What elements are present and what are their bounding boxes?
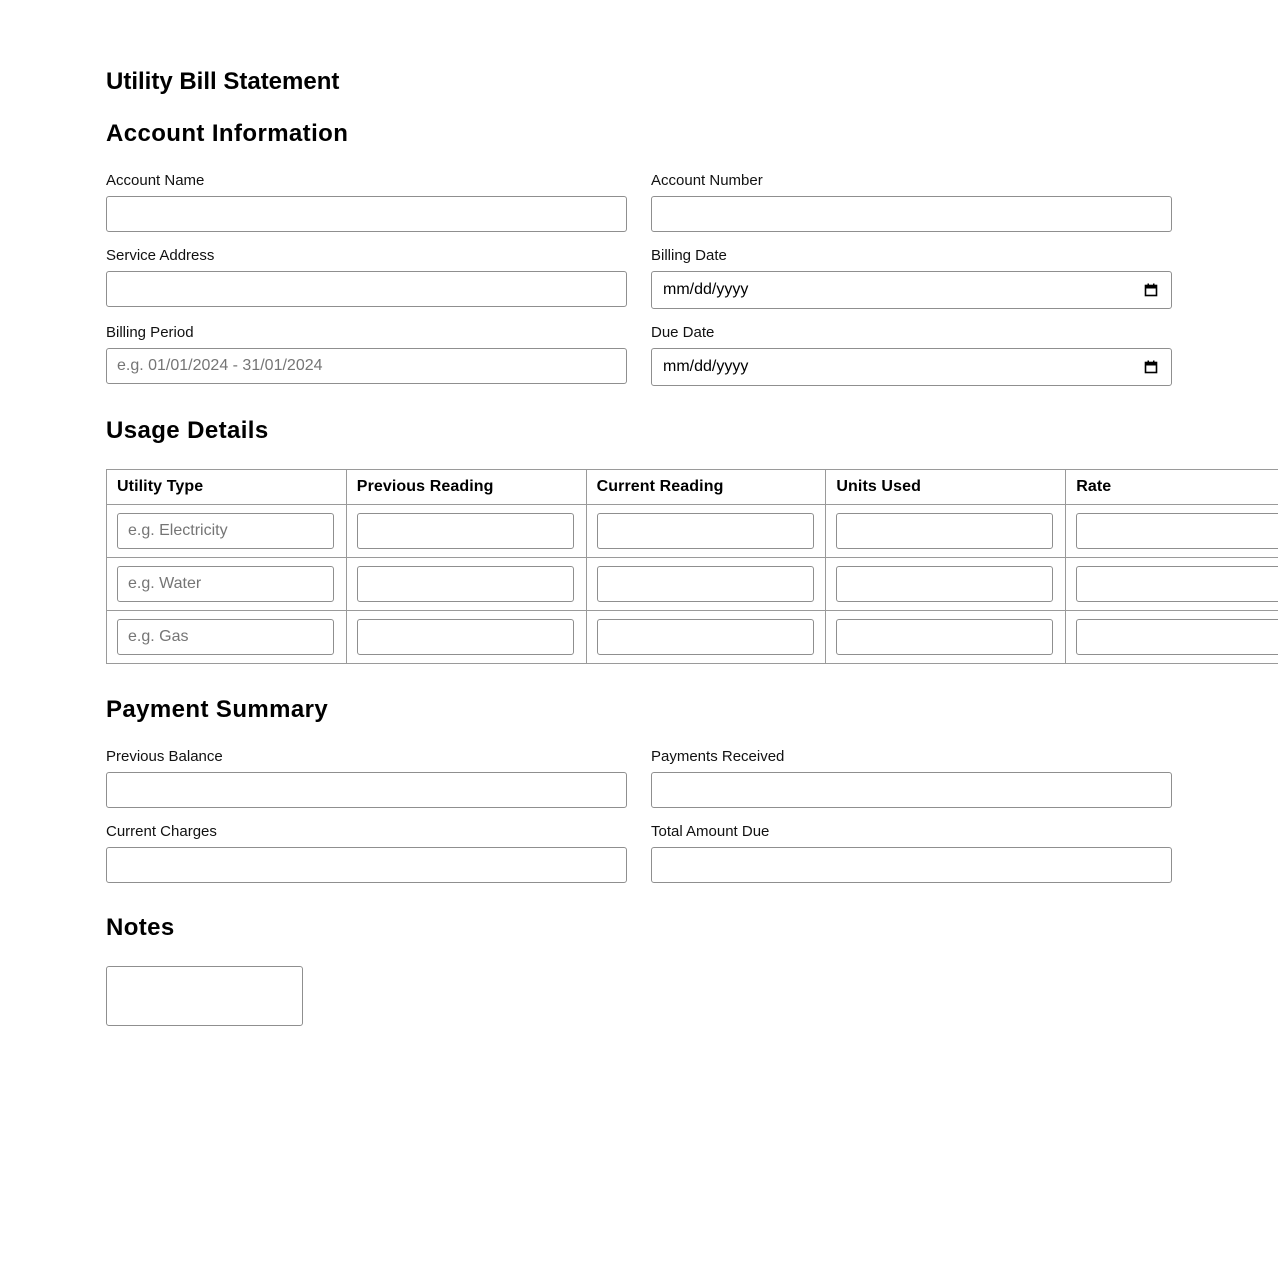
current-reading-input[interactable] [597, 566, 814, 602]
payments-received-label: Payments Received [651, 748, 785, 765]
utility-type-input[interactable] [117, 566, 334, 602]
service-address-field-group [106, 247, 627, 307]
section-heading-account: Account Information [106, 120, 349, 147]
table-row [107, 558, 1278, 611]
column-header-previous-reading: Previous Reading [346, 470, 586, 505]
table-row [107, 505, 1278, 558]
calendar-icon[interactable] [1144, 360, 1158, 374]
column-header-rate: Rate [1066, 470, 1278, 505]
service-address-label: Service Address [106, 247, 215, 264]
units-used-input[interactable] [836, 513, 1053, 549]
previous-balance-field-group [106, 748, 627, 808]
billing-date-field-group [651, 247, 1172, 309]
column-header-utility-type: Utility Type [107, 470, 347, 505]
billing-date-value: mm/dd/yyyy [663, 281, 749, 298]
calendar-icon[interactable] [1144, 283, 1158, 297]
units-used-input[interactable] [836, 566, 1053, 602]
account-number-label: Account Number [651, 172, 763, 189]
section-heading-payment: Payment Summary [106, 696, 329, 723]
previous-reading-input[interactable] [357, 566, 574, 602]
due-date-input[interactable] [651, 348, 1172, 386]
current-charges-label: Current Charges [106, 823, 217, 840]
utility-type-input[interactable] [117, 619, 334, 655]
total-amount-due-field-group [651, 823, 1172, 883]
section-heading-notes: Notes [106, 914, 175, 941]
current-reading-input[interactable] [597, 619, 814, 655]
table-row [107, 611, 1278, 664]
service-address-input[interactable] [106, 271, 627, 307]
units-used-input[interactable] [836, 619, 1053, 655]
notes-textarea[interactable] [106, 966, 303, 1026]
account-name-input[interactable] [106, 196, 627, 232]
previous-reading-input[interactable] [357, 513, 574, 549]
billing-date-input[interactable] [651, 271, 1172, 309]
current-charges-input[interactable] [106, 847, 627, 883]
column-header-units-used: Units Used [826, 470, 1066, 505]
rate-input[interactable] [1076, 513, 1278, 549]
previous-balance-input[interactable] [106, 772, 627, 808]
due-date-field-group [651, 324, 1172, 386]
billing-period-input[interactable] [106, 348, 627, 384]
account-name-field-group [106, 172, 627, 232]
billing-period-label: Billing Period [106, 324, 194, 341]
due-date-value: mm/dd/yyyy [663, 358, 749, 375]
rate-input[interactable] [1076, 566, 1278, 602]
page-title: Utility Bill Statement [106, 68, 340, 95]
payments-received-field-group [651, 748, 1172, 808]
billing-date-label: Billing Date [651, 247, 727, 264]
payments-received-input[interactable] [651, 772, 1172, 808]
total-amount-due-input[interactable] [651, 847, 1172, 883]
usage-table-header [107, 470, 1278, 505]
account-name-label: Account Name [106, 172, 205, 189]
total-amount-due-label: Total Amount Due [651, 823, 770, 840]
current-reading-input[interactable] [597, 513, 814, 549]
previous-reading-input[interactable] [357, 619, 574, 655]
rate-input[interactable] [1076, 619, 1278, 655]
section-heading-usage: Usage Details [106, 417, 269, 444]
previous-balance-label: Previous Balance [106, 748, 223, 765]
column-header-current-reading: Current Reading [586, 470, 826, 505]
billing-period-field-group [106, 324, 627, 384]
utility-type-input[interactable] [117, 513, 334, 549]
account-number-field-group [651, 172, 1172, 232]
account-number-input[interactable] [651, 196, 1172, 232]
current-charges-field-group [106, 823, 627, 883]
usage-table [106, 469, 1278, 664]
due-date-label: Due Date [651, 324, 715, 341]
